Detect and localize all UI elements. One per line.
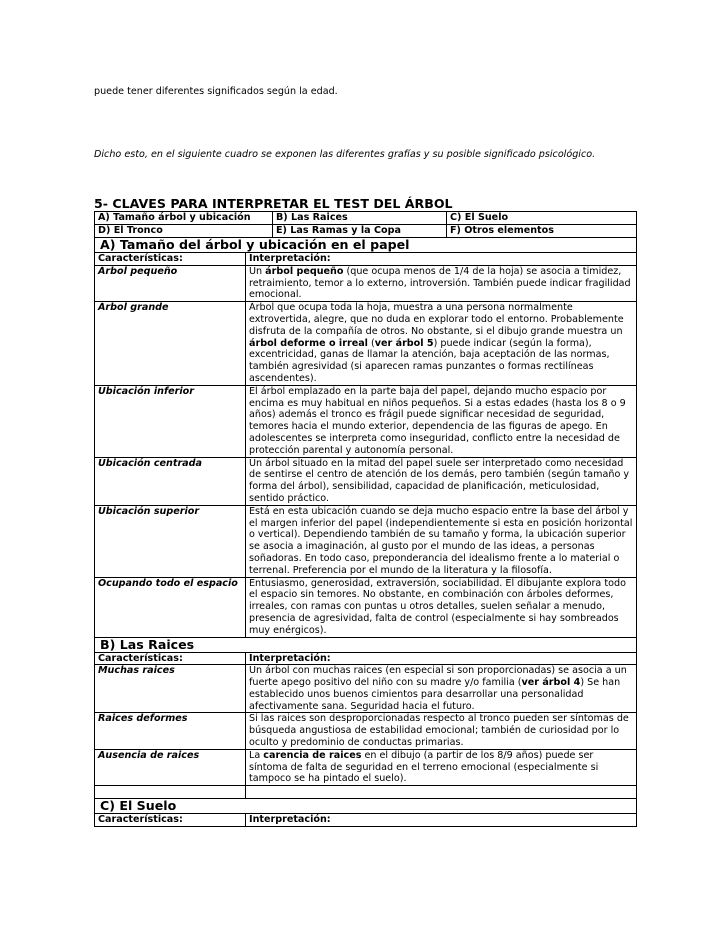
characteristic-name: Ocupando todo el espacio (95, 577, 246, 637)
emphasis: ver árbol 5 (374, 337, 434, 349)
table-row (95, 457, 637, 505)
key-cell: A) Tamaño árbol y ubicación (95, 212, 273, 225)
table-row (95, 505, 637, 577)
interpretation-text: La carencia de raices en el dibujo (a partir de los 8/9 años) puede ser síntoma de falta de seguridad en el terreno emocional (especialmente si tampoco se ha pintado el suelo). (246, 749, 637, 785)
keys-table (94, 211, 637, 238)
header-characteristics: Características: (95, 814, 246, 827)
emphasis: árbol deforme o irreal (249, 337, 368, 349)
table-row (95, 265, 637, 301)
key-cell: C) El Suelo (447, 212, 637, 225)
table-row (95, 385, 637, 457)
emphasis: árbol pequeño (265, 265, 344, 277)
section-title-text: A) Tamaño del árbol y ubicación en el papel (100, 237, 410, 252)
interpretation-text (246, 786, 637, 799)
section-title-text: C) El Suelo (100, 798, 177, 814)
keys-row (95, 212, 637, 225)
keys-row (95, 225, 637, 238)
section-title-text: B) Las Raices (100, 636, 195, 652)
characteristic-name: Ubicación centrada (95, 457, 246, 505)
table-row (95, 577, 637, 637)
characteristic-name: Ubicación inferior (95, 385, 246, 457)
emphasis: carencia de raices (263, 749, 362, 761)
key-cell: D) El Tronco (95, 225, 273, 238)
column-header-row (95, 652, 637, 665)
section-title (95, 799, 637, 814)
interpretation-text: Entusiasmo, generosidad, extraversión, sociabilidad. El dibujante explora todo el espacio sin temores. No obstante, en combinación con árboles deformes, irreales, con ramas con puntas u otros detalles, suelen señalar a menudo, presencia de agresividad, falta de control (especialmente si hay sombreados muy enérgicos). (246, 577, 637, 637)
header-interpretation: Interpretación: (246, 253, 637, 266)
intro-paragraph: puede tener diferentes significados según la edad. (94, 86, 338, 97)
characteristic-name (95, 786, 246, 799)
characteristic-name: Árbol grande (95, 302, 246, 386)
interpretation-text: El árbol emplazado en la parte baja del papel, dejando mucho espacio por encima es muy habitual en niños pequeños. Si a estas edades (hasta los 8 o 9 años) además el tronco es frágil puede significar necesidad de seguridad, temores hacia el mundo exterior, dependencia de las figuras de apego. En adolescentes se interpreta como inseguridad, conflicto entre la necesidad de protección parental y autonomía personal. (246, 385, 637, 457)
table-row (95, 786, 637, 799)
interpretation-text: Está en esta ubicación cuando se deja mucho espacio entre la base del árbol y el margen inferior del papel (independientemente si esta en posición horizontal o vertical). Dependiendo también de su tamaño y forma, la ubicación superior se asocia a imaginación, al gusto por el mundo de las ideas, a personas soñadoras. En todo caso, preponderancia del idealismo frente a lo material o terrenal. Preferencia por el mundo de la literatura y la filosofía. (246, 505, 637, 577)
header-characteristics: Características: (95, 253, 246, 266)
characteristic-name: Árbol pequeño (95, 265, 246, 301)
interpretation-text: Un árbol pequeño (que ocupa menos de 1/4 de la hoja) se asocia a timidez, retraimiento, temor a lo externo, introversión. También puede indicar fragilidad emocional. (246, 265, 637, 301)
header-characteristics: Características: (95, 652, 246, 665)
section-title (95, 637, 637, 652)
emphasis: ver árbol 4 (521, 677, 581, 689)
table-row (95, 749, 637, 785)
characteristic-name: Raices deformes (95, 713, 246, 749)
table-row (95, 665, 637, 713)
interpretation-text: Árbol que ocupa toda la hoja, muestra a una persona normalmente extrovertida, alegre, que no duda en explorar todo el entorno. Probablemente disfruta de la compañía de otros. No obstante, si el dibujo grande muestra un árbol deforme o irreal (ver árbol 5) puede indicar (según la forma), excentricidad, ganas de llamar la atención, baja aceptación de las normas, también agresividad (si aparecen ramas punzantes o formas rectilíneas ascendentes). (246, 302, 637, 386)
key-cell: B) Las Raices (273, 212, 447, 225)
header-interpretation: Interpretación: (246, 652, 637, 665)
header-interpretation: Interpretación: (246, 814, 637, 827)
section-title-row (95, 799, 637, 814)
characteristic-name: Ausencia de raices (95, 749, 246, 785)
column-header-row (95, 814, 637, 827)
table-row (95, 713, 637, 749)
interpretation-text: Un árbol con muchas raices (en especial si son proporcionadas) se asocia a un fuerte apego positivo del niño con su madre y/o familia (ver árbol 4) Se han establecido unos buenos cimientos para desarrollar una personalidad afectivamente sana. Seguridad hacia el futuro. (246, 665, 637, 713)
section-title-row (95, 238, 637, 253)
dicho-paragraph: Dicho esto, en el siguiente cuadro se exponen las diferentes grafías y su posible significado psicológico. (94, 149, 596, 160)
section-title-row (95, 637, 637, 652)
characteristic-name: Muchas raices (95, 665, 246, 713)
table-row (95, 302, 637, 386)
key-cell: E) Las Ramas y la Copa (273, 225, 447, 238)
characteristic-name: Ubicación superior (95, 505, 246, 577)
interpretation-table (94, 238, 637, 827)
interpretation-text: Si las raices son desproporcionadas respecto al tronco pueden ser síntomas de búsqueda angustiosa de estabilidad emocional; también de curiosidad por lo oculto y predominio de conductas primarias. (246, 713, 637, 749)
claves-heading: 5- CLAVES PARA INTERPRETAR EL TEST DEL ÁRBOL (94, 196, 453, 211)
interpretation-text: Un árbol situado en la mitad del papel suele ser interpretado como necesidad de sentirse el centro de atención de los demás, pero también (según tamaño y forma del árbol), sensibilidad, capacidad de planificación, meticulosidad, sentido práctico. (246, 457, 637, 505)
column-header-row (95, 253, 637, 266)
key-cell: F) Otros elementos (447, 225, 637, 238)
section-title (95, 238, 637, 253)
